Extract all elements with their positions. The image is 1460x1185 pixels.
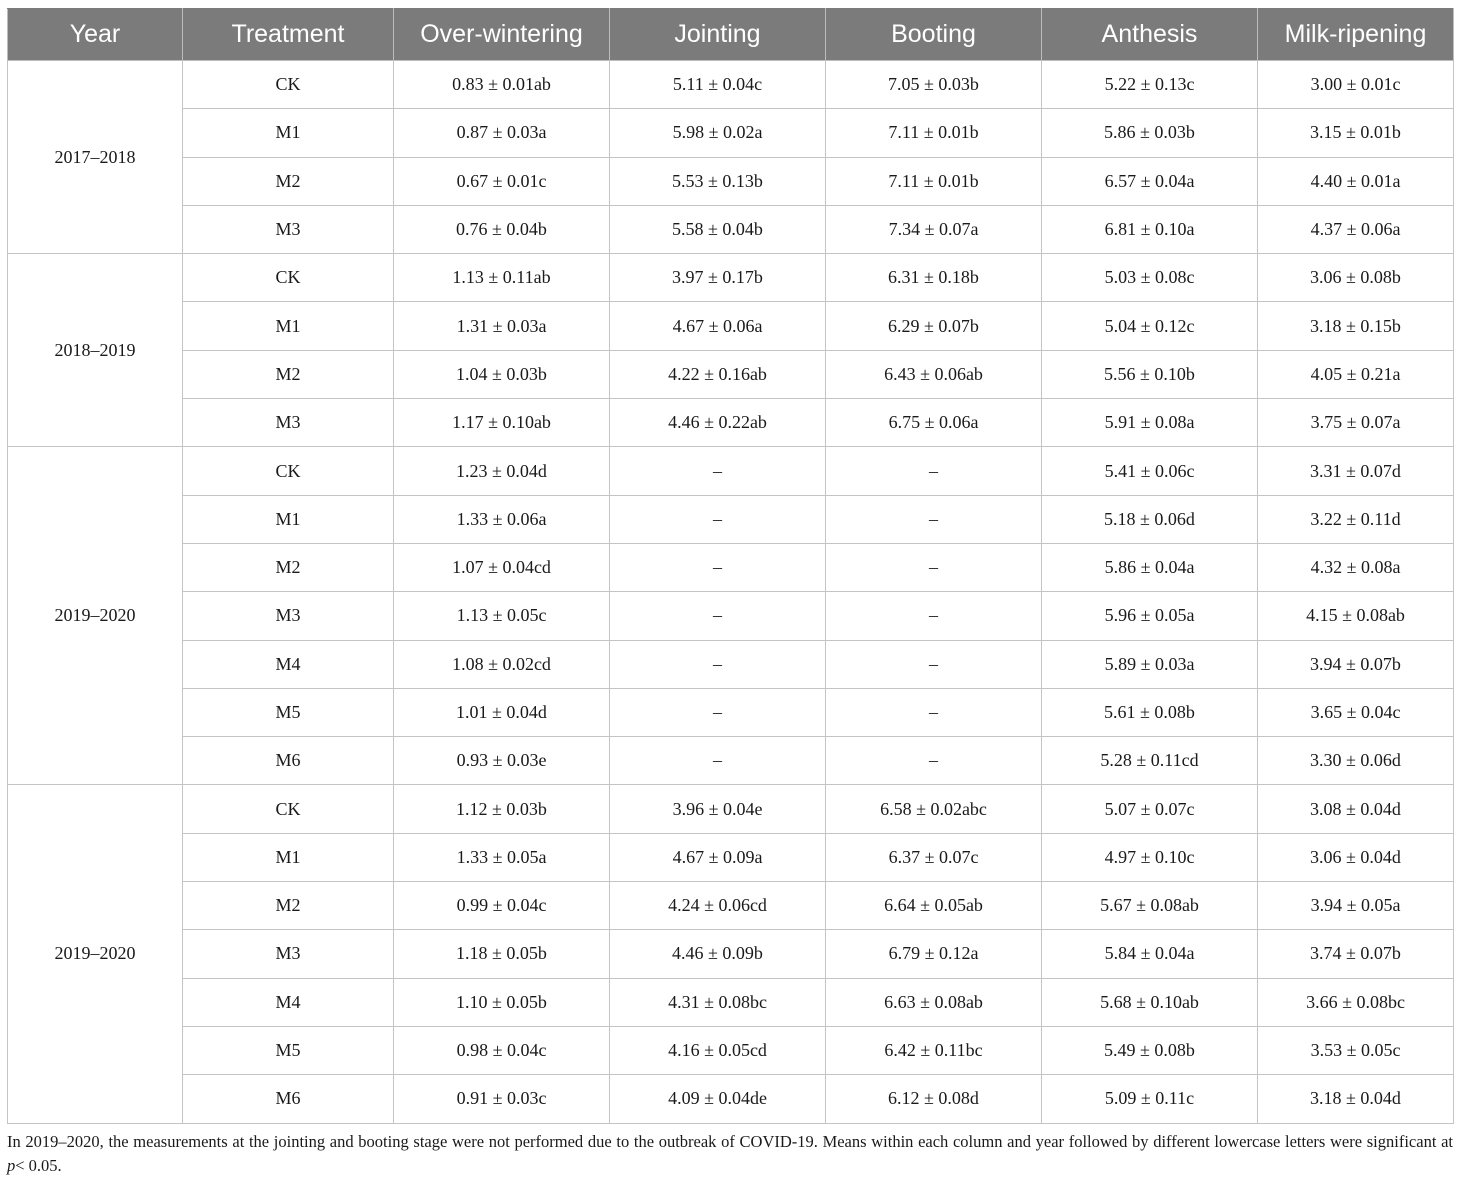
value-cell: 3.18 ± 0.04d	[1258, 1075, 1454, 1123]
value-cell: 6.63 ± 0.08ab	[826, 978, 1042, 1026]
table-row	[8, 640, 1454, 688]
value-cell: 6.29 ± 0.07b	[826, 302, 1042, 350]
value-cell: 6.75 ± 0.06a	[826, 399, 1042, 447]
table-row	[8, 833, 1454, 881]
value-cell: 3.18 ± 0.15b	[1258, 302, 1454, 350]
value-cell: 1.13 ± 0.11ab	[394, 254, 610, 302]
value-cell: 5.11 ± 0.04c	[610, 61, 826, 109]
value-cell: 0.76 ± 0.04b	[394, 205, 610, 253]
treatment-cell: M3	[183, 399, 394, 447]
year-cell: 2017–2018	[8, 61, 183, 254]
value-cell: 4.67 ± 0.09a	[610, 833, 826, 881]
value-cell: 5.68 ± 0.10ab	[1042, 978, 1258, 1026]
treatment-cell: M5	[183, 1026, 394, 1074]
value-cell: 3.96 ± 0.04e	[610, 785, 826, 833]
value-cell: –	[610, 737, 826, 785]
value-cell: 0.98 ± 0.04c	[394, 1026, 610, 1074]
table-row	[8, 882, 1454, 930]
table-row	[8, 447, 1454, 495]
table-row	[8, 61, 1454, 109]
table-row	[8, 688, 1454, 736]
value-cell: –	[610, 495, 826, 543]
header-booting: Booting	[826, 9, 1042, 61]
table-container	[7, 8, 1453, 1124]
value-cell: 5.56 ± 0.10b	[1042, 350, 1258, 398]
treatment-cell: CK	[183, 254, 394, 302]
value-cell: 4.16 ± 0.05cd	[610, 1026, 826, 1074]
value-cell: 0.67 ± 0.01c	[394, 157, 610, 205]
value-cell: –	[610, 543, 826, 591]
value-cell: 4.09 ± 0.04de	[610, 1075, 826, 1123]
treatment-cell: CK	[183, 61, 394, 109]
value-cell: 5.86 ± 0.03b	[1042, 109, 1258, 157]
value-cell: 7.34 ± 0.07a	[826, 205, 1042, 253]
footnote-p-symbol: p	[7, 1156, 16, 1175]
treatment-cell: M2	[183, 350, 394, 398]
value-cell: 5.98 ± 0.02a	[610, 109, 826, 157]
treatment-cell: CK	[183, 785, 394, 833]
table-row	[8, 157, 1454, 205]
value-cell: 1.33 ± 0.06a	[394, 495, 610, 543]
table-row	[8, 205, 1454, 253]
value-cell: 7.11 ± 0.01b	[826, 157, 1042, 205]
value-cell: 1.07 ± 0.04cd	[394, 543, 610, 591]
value-cell: –	[826, 737, 1042, 785]
value-cell: 3.06 ± 0.08b	[1258, 254, 1454, 302]
value-cell: 1.31 ± 0.03a	[394, 302, 610, 350]
value-cell: 5.22 ± 0.13c	[1042, 61, 1258, 109]
treatment-cell: M1	[183, 109, 394, 157]
value-cell: 0.93 ± 0.03e	[394, 737, 610, 785]
value-cell: 5.91 ± 0.08a	[1042, 399, 1258, 447]
value-cell: 4.46 ± 0.22ab	[610, 399, 826, 447]
value-cell: –	[826, 640, 1042, 688]
value-cell: 4.97 ± 0.10c	[1042, 833, 1258, 881]
value-cell: 6.57 ± 0.04a	[1042, 157, 1258, 205]
value-cell: 1.23 ± 0.04d	[394, 447, 610, 495]
value-cell: 5.53 ± 0.13b	[610, 157, 826, 205]
value-cell: 1.04 ± 0.03b	[394, 350, 610, 398]
value-cell: 3.31 ± 0.07d	[1258, 447, 1454, 495]
value-cell: 4.32 ± 0.08a	[1258, 543, 1454, 591]
value-cell: 1.13 ± 0.05c	[394, 592, 610, 640]
value-cell: 4.46 ± 0.09b	[610, 930, 826, 978]
value-cell: –	[826, 592, 1042, 640]
treatment-cell: M6	[183, 1075, 394, 1123]
value-cell: 3.75 ± 0.07a	[1258, 399, 1454, 447]
value-cell: 1.18 ± 0.05b	[394, 930, 610, 978]
table-row	[8, 737, 1454, 785]
header-anthesis: Anthesis	[1042, 9, 1258, 61]
treatment-cell: M2	[183, 157, 394, 205]
table-row	[8, 930, 1454, 978]
value-cell: –	[826, 447, 1042, 495]
treatment-cell: M5	[183, 688, 394, 736]
value-cell: 6.31 ± 0.18b	[826, 254, 1042, 302]
value-cell: 6.81 ± 0.10a	[1042, 205, 1258, 253]
footnote-threshold: < 0.05.	[15, 1156, 62, 1175]
value-cell: 5.96 ± 0.05a	[1042, 592, 1258, 640]
treatment-cell: M1	[183, 495, 394, 543]
year-cell: 2019–2020	[8, 447, 183, 785]
year-cell: 2018–2019	[8, 254, 183, 447]
value-cell: 4.22 ± 0.16ab	[610, 350, 826, 398]
value-cell: 3.15 ± 0.01b	[1258, 109, 1454, 157]
treatment-cell: M2	[183, 543, 394, 591]
value-cell: 3.22 ± 0.11d	[1258, 495, 1454, 543]
value-cell: 3.30 ± 0.06d	[1258, 737, 1454, 785]
value-cell: 3.08 ± 0.04d	[1258, 785, 1454, 833]
value-cell: 0.99 ± 0.04c	[394, 882, 610, 930]
value-cell: 3.53 ± 0.05c	[1258, 1026, 1454, 1074]
value-cell: 4.37 ± 0.06a	[1258, 205, 1454, 253]
table-row	[8, 495, 1454, 543]
data-table	[7, 8, 1454, 1124]
value-cell: 4.24 ± 0.06cd	[610, 882, 826, 930]
value-cell: 5.84 ± 0.04a	[1042, 930, 1258, 978]
footnote-text: In 2019–2020, the measurements at the jointing and booting stage were not performed due to the outbreak of COVID-19. Means within each column and year followed by different lowercase letters were significant at	[7, 1132, 1453, 1151]
value-cell: 1.12 ± 0.03b	[394, 785, 610, 833]
treatment-cell: M3	[183, 592, 394, 640]
value-cell: 4.31 ± 0.08bc	[610, 978, 826, 1026]
table-row	[8, 1075, 1454, 1123]
header-jointing: Jointing	[610, 9, 826, 61]
value-cell: 7.05 ± 0.03b	[826, 61, 1042, 109]
value-cell: –	[610, 447, 826, 495]
value-cell: 5.04 ± 0.12c	[1042, 302, 1258, 350]
value-cell: 3.74 ± 0.07b	[1258, 930, 1454, 978]
value-cell: 4.40 ± 0.01a	[1258, 157, 1454, 205]
table-row	[8, 543, 1454, 591]
header-treatment: Treatment	[183, 9, 394, 61]
value-cell: 3.66 ± 0.08bc	[1258, 978, 1454, 1026]
treatment-cell: CK	[183, 447, 394, 495]
header-over-wintering: Over-wintering	[394, 9, 610, 61]
value-cell: 0.91 ± 0.03c	[394, 1075, 610, 1123]
value-cell: 5.67 ± 0.08ab	[1042, 882, 1258, 930]
table-row	[8, 350, 1454, 398]
value-cell: 4.15 ± 0.08ab	[1258, 592, 1454, 640]
value-cell: 6.42 ± 0.11bc	[826, 1026, 1042, 1074]
value-cell: 5.49 ± 0.08b	[1042, 1026, 1258, 1074]
table-footnote	[7, 1130, 1453, 1178]
value-cell: 0.83 ± 0.01ab	[394, 61, 610, 109]
table-row	[8, 109, 1454, 157]
year-cell: 2019–2020	[8, 785, 183, 1123]
value-cell: 7.11 ± 0.01b	[826, 109, 1042, 157]
value-cell: 0.87 ± 0.03a	[394, 109, 610, 157]
header-row	[8, 9, 1454, 61]
value-cell: 3.97 ± 0.17b	[610, 254, 826, 302]
value-cell: 5.86 ± 0.04a	[1042, 543, 1258, 591]
treatment-cell: M4	[183, 978, 394, 1026]
value-cell: 5.58 ± 0.04b	[610, 205, 826, 253]
treatment-cell: M3	[183, 930, 394, 978]
treatment-cell: M6	[183, 737, 394, 785]
value-cell: –	[826, 543, 1042, 591]
table-row	[8, 785, 1454, 833]
value-cell: 1.33 ± 0.05a	[394, 833, 610, 881]
treatment-cell: M1	[183, 302, 394, 350]
table-row	[8, 978, 1454, 1026]
header-milk-ripening: Milk-ripening	[1258, 9, 1454, 61]
value-cell: 1.08 ± 0.02cd	[394, 640, 610, 688]
value-cell: –	[610, 592, 826, 640]
value-cell: 5.18 ± 0.06d	[1042, 495, 1258, 543]
header-year: Year	[8, 9, 183, 61]
table-row	[8, 254, 1454, 302]
value-cell: 6.79 ± 0.12a	[826, 930, 1042, 978]
value-cell: 3.06 ± 0.04d	[1258, 833, 1454, 881]
value-cell: 6.37 ± 0.07c	[826, 833, 1042, 881]
value-cell: 5.09 ± 0.11c	[1042, 1075, 1258, 1123]
value-cell: 4.67 ± 0.06a	[610, 302, 826, 350]
value-cell: 6.58 ± 0.02abc	[826, 785, 1042, 833]
value-cell: 5.03 ± 0.08c	[1042, 254, 1258, 302]
treatment-cell: M3	[183, 205, 394, 253]
value-cell: 4.05 ± 0.21a	[1258, 350, 1454, 398]
treatment-cell: M4	[183, 640, 394, 688]
value-cell: 1.10 ± 0.05b	[394, 978, 610, 1026]
value-cell: 1.01 ± 0.04d	[394, 688, 610, 736]
value-cell: 5.28 ± 0.11cd	[1042, 737, 1258, 785]
table-row	[8, 399, 1454, 447]
value-cell: 1.17 ± 0.10ab	[394, 399, 610, 447]
value-cell: –	[610, 688, 826, 736]
treatment-cell: M1	[183, 833, 394, 881]
value-cell: –	[826, 688, 1042, 736]
table-row	[8, 302, 1454, 350]
value-cell: 5.61 ± 0.08b	[1042, 688, 1258, 736]
value-cell: –	[826, 495, 1042, 543]
table-row	[8, 1026, 1454, 1074]
value-cell: 3.65 ± 0.04c	[1258, 688, 1454, 736]
table-body	[8, 61, 1454, 1124]
value-cell: 6.12 ± 0.08d	[826, 1075, 1042, 1123]
value-cell: –	[610, 640, 826, 688]
value-cell: 6.43 ± 0.06ab	[826, 350, 1042, 398]
treatment-cell: M2	[183, 882, 394, 930]
value-cell: 6.64 ± 0.05ab	[826, 882, 1042, 930]
value-cell: 5.89 ± 0.03a	[1042, 640, 1258, 688]
table-row	[8, 592, 1454, 640]
value-cell: 5.07 ± 0.07c	[1042, 785, 1258, 833]
value-cell: 3.94 ± 0.07b	[1258, 640, 1454, 688]
value-cell: 3.00 ± 0.01c	[1258, 61, 1454, 109]
value-cell: 3.94 ± 0.05a	[1258, 882, 1454, 930]
value-cell: 5.41 ± 0.06c	[1042, 447, 1258, 495]
